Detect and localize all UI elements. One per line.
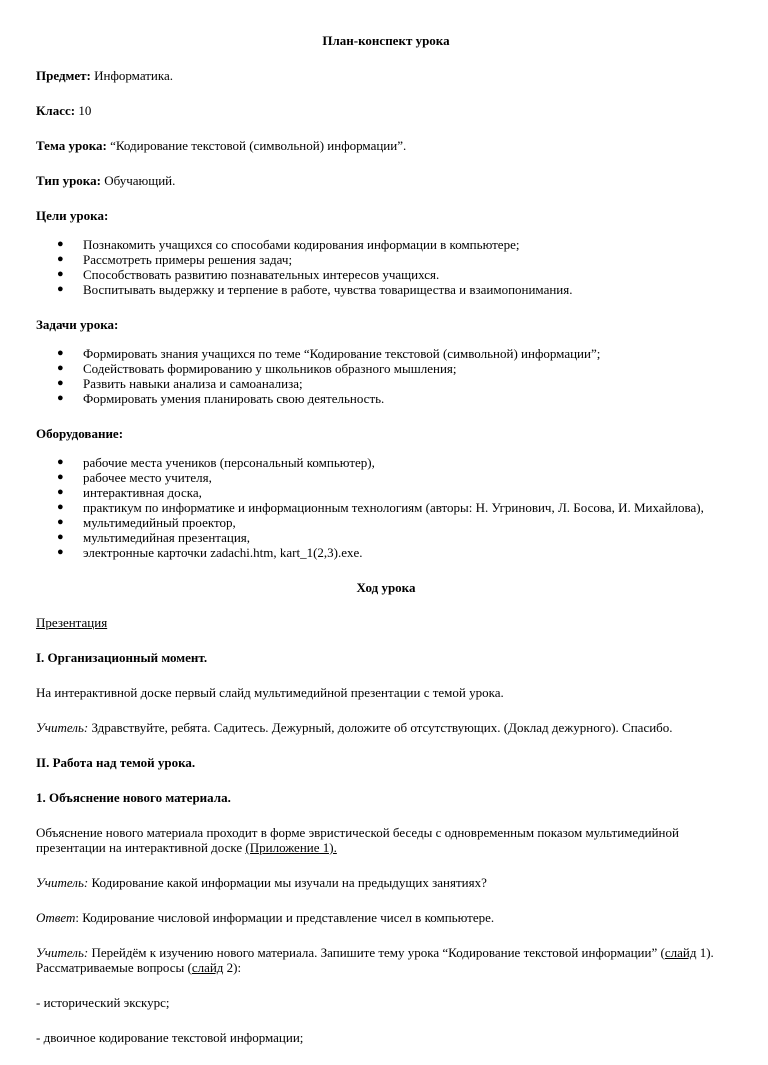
topic-value: “Кодирование текстовой (символьной) информации”. bbox=[106, 138, 407, 153]
bullet-icon: ● bbox=[57, 531, 64, 543]
explanation-text: Объяснение нового материала проходит в форме эвристической беседы с одновременным показом мультимедийной презентации на интерактивной доске bbox=[36, 825, 679, 855]
topic-label: Тема урока: bbox=[36, 138, 107, 153]
list-item bbox=[36, 267, 736, 282]
goal-text: Рассмотреть примеры решения задач; bbox=[83, 252, 293, 267]
teacher-label: Учитель: bbox=[36, 945, 89, 960]
teacher-new-topic-text-a: Перейдём к изучению нового материала. Запишите тему урока “Кодирование текстовой информации” ( bbox=[88, 945, 665, 960]
task-text: Формировать знания учащихся по теме “Кодирование текстовой (символьной) информации”; bbox=[83, 346, 601, 361]
subject-label: Предмет: bbox=[36, 68, 91, 83]
student-answer bbox=[36, 910, 736, 925]
grade-line bbox=[36, 103, 736, 118]
section-organizational-text: На интерактивной доске первый слайд мультимедийной презентации с темой урока. bbox=[36, 685, 504, 700]
list-item bbox=[36, 282, 736, 297]
tasks-list bbox=[36, 346, 736, 406]
lesson-type-label: Тип урока: bbox=[36, 173, 101, 188]
list-item bbox=[36, 237, 736, 252]
teacher-label: Учитель: bbox=[36, 875, 89, 890]
bullet-icon: ● bbox=[57, 392, 64, 404]
list-item bbox=[36, 485, 736, 500]
goals-heading bbox=[36, 208, 736, 223]
equipment-text: мультимедийный проектор, bbox=[83, 515, 236, 530]
list-item bbox=[36, 391, 736, 406]
goal-text: Познакомить учащихся со способами кодирования информации в компьютере; bbox=[83, 237, 520, 252]
equipment-text: мультимедийная презентация, bbox=[83, 530, 251, 545]
document-title: План-конспект урока bbox=[322, 33, 450, 48]
list-item bbox=[36, 455, 736, 470]
teacher-greeting-text: Здравствуйте, ребята. Садитесь. Дежурный, доложите об отсутствующих. (Доклад дежурного). Спасибо. bbox=[88, 720, 673, 735]
bullet-icon: ● bbox=[57, 456, 64, 468]
list-item bbox=[36, 545, 736, 560]
answer-label: Ответ bbox=[36, 910, 76, 925]
goals-list bbox=[36, 237, 736, 297]
dash-item-history: - исторический экскурс; bbox=[36, 995, 170, 1010]
explanation-paragraph bbox=[36, 825, 736, 855]
list-item bbox=[36, 376, 736, 391]
teacher-new-topic bbox=[36, 945, 736, 975]
tasks-label: Задачи урока: bbox=[36, 317, 119, 332]
teacher-greeting bbox=[36, 720, 736, 735]
dash-item-binary: - двоичное кодирование текстовой информации; bbox=[36, 1030, 304, 1045]
grade-value: 10 bbox=[75, 103, 92, 118]
bullet-icon: ● bbox=[57, 486, 64, 498]
bullet-icon: ● bbox=[57, 268, 64, 280]
equipment-label: Оборудование: bbox=[36, 426, 124, 441]
bullet-icon: ● bbox=[57, 471, 64, 483]
list-item bbox=[36, 515, 736, 530]
subject-value: Информатика. bbox=[90, 68, 174, 83]
list-item bbox=[36, 346, 736, 361]
equipment-text: электронные карточки zadachi.htm, kart_1(2,3).exe. bbox=[83, 545, 363, 560]
slide-link-1[interactable]: слайд bbox=[664, 945, 697, 960]
lesson-type-value: Обучающий. bbox=[100, 173, 176, 188]
task-text: Содействовать формированию у школьников образного мышления; bbox=[83, 361, 457, 376]
student-answer-text: : Кодирование числовой информации и представление чисел в компьютере. bbox=[75, 910, 495, 925]
task-text: Формировать умения планировать свою деятельность. bbox=[83, 391, 385, 406]
bullet-icon: ● bbox=[57, 516, 64, 528]
teacher-new-topic-text-b: 1). Рассматриваемые вопросы ( bbox=[36, 945, 714, 975]
bullet-icon: ● bbox=[57, 546, 64, 558]
slide-link-2[interactable]: слайд bbox=[191, 960, 224, 975]
tasks-heading bbox=[36, 317, 736, 332]
list-item bbox=[36, 361, 736, 376]
goals-label: Цели урока: bbox=[36, 208, 109, 223]
equipment-heading bbox=[36, 426, 736, 441]
teacher-question bbox=[36, 875, 736, 890]
document-page bbox=[36, 33, 736, 1065]
list-item bbox=[36, 500, 736, 515]
list-item bbox=[36, 470, 736, 485]
grade-label: Класс: bbox=[36, 103, 76, 118]
equipment-text: интерактивная доска, bbox=[83, 485, 202, 500]
goal-text: Воспитывать выдержку и терпение в работе, чувства товарищества и взаимопонимания. bbox=[83, 282, 573, 297]
subject-line bbox=[36, 68, 736, 83]
bullet-icon: ● bbox=[57, 377, 64, 389]
equipment-list bbox=[36, 455, 736, 560]
task-text: Развить навыки анализа и самоанализа; bbox=[83, 376, 303, 391]
equipment-text: практикум по информатике и информационным технологиям (авторы: Н. Угринович, Л. Босова, И. Михайлова), bbox=[83, 500, 704, 515]
list-item bbox=[36, 252, 736, 267]
lesson-course-title: Ход урока bbox=[356, 580, 416, 595]
equipment-text: рабочие места учеников (персональный компьютер), bbox=[83, 455, 375, 470]
section-work-title: II. Работа над темой урока. bbox=[36, 755, 196, 770]
appendix-link[interactable]: (Приложение 1). bbox=[245, 840, 337, 855]
bullet-icon: ● bbox=[57, 253, 64, 265]
bullet-icon: ● bbox=[57, 283, 64, 295]
subsection-explanation-title: 1. Объяснение нового материала. bbox=[36, 790, 231, 805]
equipment-text: рабочее место учителя, bbox=[83, 470, 212, 485]
bullet-icon: ● bbox=[57, 362, 64, 374]
bullet-icon: ● bbox=[57, 347, 64, 359]
lesson-type-line bbox=[36, 173, 736, 188]
topic-line bbox=[36, 138, 736, 153]
presentation-paragraph bbox=[36, 615, 736, 630]
bullet-icon: ● bbox=[57, 238, 64, 250]
bullet-icon: ● bbox=[57, 501, 64, 513]
list-item bbox=[36, 530, 736, 545]
goal-text: Способствовать развитию познавательных интересов учащихся. bbox=[83, 267, 440, 282]
section-organizational-title: I. Организационный момент. bbox=[36, 650, 208, 665]
teacher-new-topic-text-c: 2): bbox=[223, 960, 242, 975]
teacher-label: Учитель: bbox=[36, 720, 89, 735]
presentation-link[interactable]: Презентация bbox=[36, 615, 108, 630]
teacher-question-text: Кодирование какой информации мы изучали на предыдущих занятиях? bbox=[88, 875, 487, 890]
